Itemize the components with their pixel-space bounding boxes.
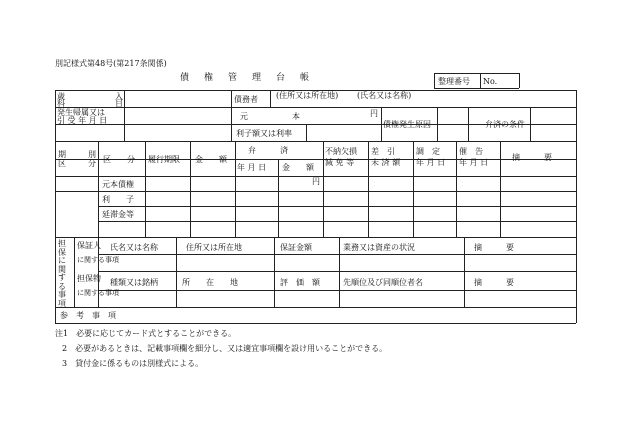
amount-header: 金 額: [195, 155, 227, 164]
property-sub: に関する事項: [77, 289, 119, 297]
debtor-address-label: (住所又は所在地): [276, 91, 339, 100]
guarantor-label: 保証人: [77, 241, 101, 250]
period-label-2: 別: [88, 150, 96, 159]
repay-terms-label: 弁済の条件: [485, 120, 525, 129]
balance-sub-header: 未 済 額: [371, 158, 401, 167]
interest-rate-label: 利子額又は利率: [236, 129, 292, 138]
demand-date-header: 年 月 日: [459, 158, 489, 167]
principal-row: 元本債権: [102, 180, 134, 189]
form-reference: 別記様式第48号(第217条関係): [55, 59, 167, 68]
reference-label: 参 考 事 項: [60, 311, 116, 320]
register-number-label: 整理番号: [438, 77, 470, 86]
cause-label: 債権発生原因: [383, 120, 431, 129]
arrears-header: 不納欠損: [325, 147, 357, 156]
late-fee-row: 延滞金等: [102, 210, 134, 219]
note-2: 2 必要があるときは、記載事項欄を細分し、又は適宜事項欄を設け用いることができる。: [62, 344, 388, 353]
note-3: 3 貸付金に係るものは別様式による。: [62, 359, 204, 368]
property-label: 担保物: [77, 274, 101, 283]
due-header: 履行期限: [148, 155, 180, 164]
reduction-header: 減 免 等: [325, 158, 355, 167]
entry-label: 入: [115, 92, 123, 101]
note-1: 注1 必要に応じてカード式とすることができる。: [55, 329, 237, 338]
assessment-date-header: 年 月 日: [416, 158, 446, 167]
division-label-2: 分: [88, 159, 96, 168]
division-label-1: 区: [58, 159, 66, 168]
period-label-1: 期: [58, 150, 66, 159]
demand-header: 催 告: [459, 147, 483, 156]
guarantor-sub: に関する事項: [77, 256, 119, 264]
register-number-field[interactable]: No.: [483, 77, 498, 86]
guarantor-col-status: 業務又は資産の状況: [343, 243, 415, 252]
kubun-header: 区 分: [103, 155, 135, 164]
occurrence-date-sub: 引 受 年 月 日: [57, 116, 108, 125]
occurrence-date-label: 発生帰属又は: [57, 108, 105, 117]
repayment-header: 弁 済: [248, 146, 288, 155]
assessment-header: 調 定: [416, 147, 440, 156]
fiscal-year-label: 歳: [57, 92, 65, 101]
guarantor-col-name: 氏名又は名称: [110, 243, 158, 252]
property-col-location: 所 在 地: [182, 278, 238, 287]
repay-date-header: 年 月 日: [237, 163, 267, 172]
interest-row: 利 子: [102, 195, 134, 204]
ledger-title: 債 権 管 理 台 帳: [180, 73, 313, 83]
remarks-header: 摘 要: [512, 153, 552, 162]
property-col-valuation: 評 価 額: [280, 278, 320, 287]
property-col-priority: 先順位及び同順位者名: [343, 278, 423, 287]
balance-header: 差 引: [371, 147, 395, 156]
property-col-type: 種類又は銘柄: [110, 278, 158, 287]
account-label: 科: [57, 99, 65, 108]
debtor-name-label: (氏名又は名称): [357, 91, 412, 100]
principal-label: 元: [240, 112, 248, 121]
yen-unit: 円: [370, 109, 378, 118]
guarantor-col-remarks: 摘 要: [474, 243, 514, 252]
item-label: 目: [115, 99, 123, 108]
principal-label-2: 本: [292, 112, 300, 121]
guarantor-col-amount: 保証金額: [280, 243, 312, 252]
guarantor-col-address: 住所又は所在地: [186, 243, 242, 252]
yen-unit-2: 円: [312, 177, 320, 186]
repay-amount-header: 金 額: [282, 163, 314, 172]
debtor-label: 債務者: [234, 95, 258, 104]
security-side-label: 担 保 に 関 す る 事 項: [58, 239, 66, 308]
property-col-remarks: 摘 要: [474, 278, 514, 287]
